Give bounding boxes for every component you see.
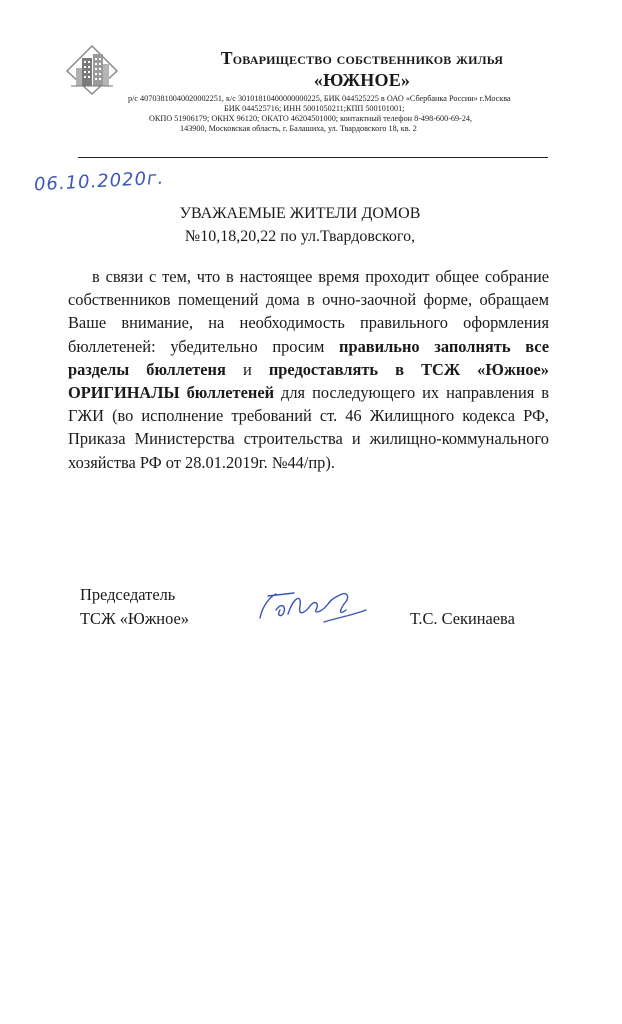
signer-organization: ТСЖ «Южное» [80, 609, 189, 628]
body-emphasis: правильно заполнять все разделы бюллетеня [68, 336, 550, 379]
body-text-segment: в связи с тем, что в настоящее время проходит общее собрание собственников помещений дома в очно-заочной форме, обращаем Ваше внимание, на необходимость правильного оформления бюллетеней: убедительно просим [68, 267, 549, 356]
letter-body [68, 265, 549, 474]
body-emphasis: предоставлять в ТСЖ «Южное» ОРИГИНАЛЫ бюллетеней [68, 359, 550, 403]
organization-name: Товарищество собственников жилья [220, 48, 504, 68]
header-divider [78, 157, 548, 158]
handwritten-signature [254, 588, 370, 628]
requisites-line: 143900, Московская область, г. Балашиха, ул. Твардовского 18, кв. 2 [180, 124, 417, 133]
building-logo-icon [65, 44, 119, 96]
body-text-segment: для последующего их направления в ГЖИ (во исполнение требований ст. 46 Жилищного кодекса РФ, Приказа Министерства строительства и жилищно-коммунального хозяйства РФ от 28.01.2019г. №44/пр). [68, 383, 549, 472]
address-houses: №10,18,20,22 по ул.Твардовского, [184, 228, 416, 245]
signer-position: Председатель [80, 585, 176, 604]
requisites-line: ОКПО 51906179; ОКНХ 96120; ОКАТО 46204501000; контактный телефон 8-498-600-69-24, [149, 114, 473, 123]
letter-paragraph [68, 265, 549, 474]
address-heading: УВАЖАЕМЫЕ ЖИТЕЛИ ДОМОВ [179, 205, 421, 222]
body-text-segment: и [225, 359, 269, 379]
handwritten-date: 06.10.2020г. [33, 167, 165, 196]
requisites-line: БИК 044525716; ИНН 5001050211;КПП 500101001; [224, 104, 405, 113]
signer-name: Т.С. Секинаева [410, 609, 515, 628]
organization-name-quoted: «ЮЖНОЕ» [313, 70, 411, 90]
requisites-line: р/с 40703810040020002251, к/с 30101810400000000225, БИК 044525225 в ОАО «Сбербанка России» г.Москва [128, 94, 511, 103]
